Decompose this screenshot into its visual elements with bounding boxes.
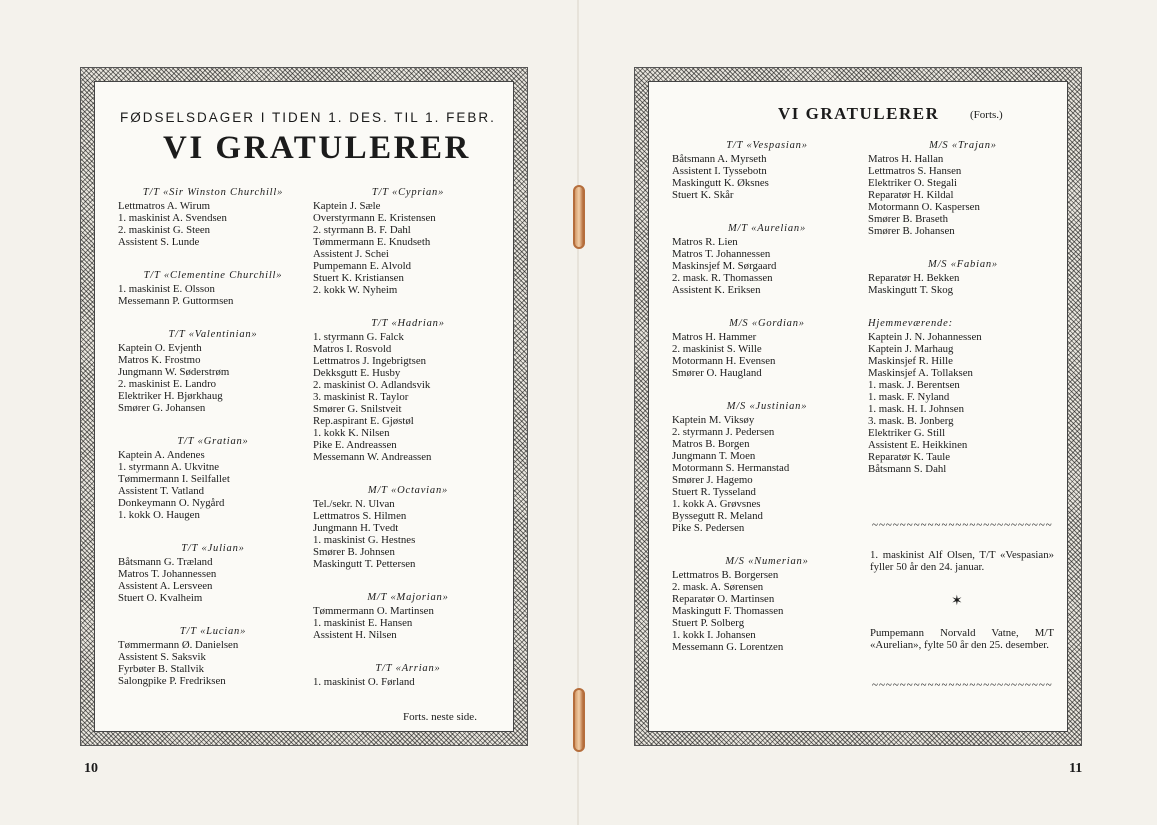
crew-member: Assistent J. Schei (313, 248, 389, 260)
crew-member: 3. mask. B. Jonberg (868, 415, 954, 427)
crew-member: Smører J. Hagemo (672, 474, 753, 486)
crew-member: 1. styrmann A. Ukvitne (118, 461, 220, 473)
anniversary-note-2: Pumpemann Norvald Vatne, M/T «Aurelian», fylte 50 år den 25. desember. (870, 627, 1054, 651)
crew-member: Tømmermann E. Knudseth (313, 236, 431, 248)
crew-member: Smører B. Johnsen (313, 546, 395, 558)
page-number-right: 11 (1069, 761, 1083, 776)
ship-name: M/T «Majorian» (367, 592, 449, 603)
ship-group (313, 592, 503, 641)
ship-group (118, 543, 308, 604)
crew-member: Matros H. Hallan (868, 153, 944, 165)
crew-member: 1. kokk O. Haugen (118, 509, 200, 521)
crew-member: Smører B. Johansen (868, 225, 955, 237)
crew-member: Rep.aspirant E. Gjøstøl (313, 415, 414, 427)
ship-name: M/S «Justinian» (726, 401, 808, 412)
crew-member: 3. maskinist R. Taylor (313, 391, 409, 403)
crew-member: Tel./sekr. N. Ulvan (313, 498, 395, 510)
crew-member: Reparatør O. Martinsen (672, 593, 775, 605)
continued-label: (Forts.) (970, 109, 1003, 121)
ship-group (118, 436, 308, 521)
crew-member: Jungmann W. Søderstrøm (118, 366, 230, 378)
ship-group (672, 556, 862, 653)
crew-member: 1. maskinist G. Hestnes (313, 534, 416, 546)
crew-member: Matros T. Johannessen (672, 248, 771, 260)
crew-member: Matros R. Lien (672, 236, 738, 248)
crew-member: 1. mask. J. Berentsen (868, 379, 960, 391)
crew-member: Motormann O. Kaspersen (868, 201, 980, 213)
crew-member: Maskingutt T. Pettersen (313, 558, 416, 570)
crew-member: Matros T. Johannessen (118, 568, 217, 580)
crew-member: 2. maskinist E. Landro (118, 378, 217, 390)
ship-name: T/T «Gratian» (177, 436, 249, 447)
crew-member: Assistent S. Saksvik (118, 651, 206, 663)
crew-member: Assistent A. Lersveen (118, 580, 213, 592)
ship-name: M/S «Fabian» (928, 259, 998, 270)
page-title: VI GRATULERER (163, 130, 471, 166)
ship-group (672, 223, 862, 296)
ship-group (118, 187, 308, 248)
left-page (0, 0, 578, 825)
left-column-1 (118, 187, 308, 709)
crew-member: Motormann S. Hermanstad (672, 462, 790, 474)
crew-member: 2. styrmann B. F. Dahl (313, 224, 411, 236)
crew-member: Matros K. Frostmo (118, 354, 201, 366)
crew-member: Dekksgutt E. Husby (313, 367, 401, 379)
crew-member: Reparatør H. Bekken (868, 272, 960, 284)
crew-member: Kaptein A. Andenes (118, 449, 205, 461)
crew-member: Maskingutt F. Thomassen (672, 605, 784, 617)
crew-member: Reparatør K. Taule (868, 451, 951, 463)
ship-group (118, 270, 308, 307)
ship-group (313, 663, 503, 688)
ship-group (672, 140, 862, 201)
crew-member: 2. mask. A. Sørensen (672, 581, 764, 593)
crew-member: Smører G. Snilstveit (313, 403, 402, 415)
crew-member: Assistent H. Nilsen (313, 629, 397, 641)
wave-divider-1: ~~~~~~~~~~~~~~~~~~~~~~~~~~ (872, 519, 1053, 531)
ship-name: T/T «Sir Winston Churchill» (142, 187, 284, 198)
ship-name: M/S «Numerian» (725, 556, 809, 567)
crew-member: Elektriker H. Bjørkhaug (118, 390, 223, 402)
ship-group (118, 329, 308, 414)
crew-member: Pike S. Pedersen (672, 522, 745, 534)
ship-name: T/T «Hadrian» (371, 318, 445, 329)
left-column-2 (313, 187, 503, 710)
ship-name: Hjemmeværende: (868, 318, 953, 329)
ship-group (868, 318, 1058, 475)
crew-member: Lettmatros B. Borgersen (672, 569, 779, 581)
crew-member: Kaptein J. Marhaug (868, 343, 954, 355)
crew-member: Maskingutt K. Øksnes (672, 177, 769, 189)
ship-group (672, 318, 862, 379)
crew-member: Jungmann H. Tvedt (313, 522, 399, 534)
birthday-period-heading: FØDSELSDAGER I TIDEN 1. DES. TIL 1. FEBR. (120, 110, 496, 125)
crew-member: Pumpemann E. Alvold (313, 260, 412, 272)
crew-member: 1. kokk I. Johansen (672, 629, 756, 641)
crew-member: 2. mask. R. Thomassen (672, 272, 773, 284)
crew-member: Maskinsjef R. Hille (868, 355, 953, 367)
crew-member: Stuert O. Kvalheim (118, 592, 203, 604)
ship-group (313, 187, 503, 296)
anniversary-note-1: 1. maskinist Alf Olsen, T/T «Vespasian» fyller 50 år den 24. januar. (870, 549, 1054, 573)
page-title-continued: VI GRATULERER (778, 104, 940, 123)
ship-group (118, 626, 308, 687)
crew-member: Kaptein O. Evjenth (118, 342, 202, 354)
crew-member: Smører O. Haugland (672, 367, 762, 379)
crew-member: Salongpike P. Fredriksen (118, 675, 226, 687)
right-page (578, 0, 1157, 825)
crew-member: Stuert K. Kristiansen (313, 272, 404, 284)
crew-member: Fyrbøter B. Stallvik (118, 663, 205, 675)
crew-member: Båtsmann A. Myrseth (672, 153, 767, 165)
ship-name: T/T «Arrian» (375, 663, 441, 674)
crew-member: Maskingutt T. Skog (868, 284, 954, 296)
crew-member: 2. maskinist O. Adlandsvik (313, 379, 431, 391)
crew-member: Smører G. Johansen (118, 402, 206, 414)
ship-name: T/T «Vespasian» (726, 140, 808, 151)
crew-member: 2. styrmann J. Pedersen (672, 426, 775, 438)
crew-member: 1. kokk A. Grøvsnes (672, 498, 761, 510)
crew-member: Assistent E. Heikkinen (868, 439, 968, 451)
crew-member: Motormann H. Evensen (672, 355, 776, 367)
right-column-1 (672, 140, 862, 675)
crew-member: 1. maskinist E. Hansen (313, 617, 413, 629)
crew-member: Byssegutt R. Meland (672, 510, 763, 522)
crew-member: Assistent S. Lunde (118, 236, 200, 248)
ship-name: M/S «Gordian» (729, 318, 805, 329)
crew-member: Stuert R. Tysseland (672, 486, 756, 498)
crew-member: Kaptein M. Viksøy (672, 414, 755, 426)
crew-member: 1. mask. H. I. Johnsen (868, 403, 964, 415)
crew-member: Båtsmann G. Træland (118, 556, 213, 568)
crew-member: 1. kokk K. Nilsen (313, 427, 390, 439)
crew-member: Lettmatros S. Hilmen (313, 510, 407, 522)
ship-name: T/T «Julian» (181, 543, 245, 554)
crew-member: Pike E. Andreassen (313, 439, 397, 451)
ship-name: T/T «Clementine Churchill» (143, 270, 283, 281)
ship-group (313, 318, 503, 463)
ship-name: T/T «Cyprian» (371, 187, 445, 198)
crew-member: 2. maskinist S. Wille (672, 343, 762, 355)
crew-member: Maskinsjef M. Sørgaard (672, 260, 777, 272)
crew-member: 1. maskinist O. Førland (313, 676, 415, 688)
ship-group (313, 485, 503, 570)
crew-member: Messemann G. Lorentzen (672, 641, 784, 653)
right-column-2 (868, 140, 1058, 497)
ship-group (672, 401, 862, 534)
crew-member: 2. kokk W. Nyheim (313, 284, 398, 296)
crew-member: Matros B. Borgen (672, 438, 750, 450)
crew-member: Reparatør H. Kildal (868, 189, 954, 201)
crew-member: 1. maskinist A. Svendsen (118, 212, 227, 224)
crew-member: 2. maskinist G. Steen (118, 224, 211, 236)
crew-member: Assistent T. Vatland (118, 485, 205, 497)
star-ornament: ✶ (951, 594, 963, 609)
page-number-left: 10 (84, 761, 98, 776)
ship-name: T/T «Valentinian» (168, 329, 258, 340)
crew-member: Elektriker G. Still (868, 427, 946, 439)
crew-member: Matros H. Hammer (672, 331, 757, 343)
continued-next-page: Forts. neste side. (403, 711, 477, 723)
crew-member: Elektriker O. Stegali (868, 177, 958, 189)
crew-member: Messemann P. Guttormsen (118, 295, 234, 307)
crew-member: Lettmatros A. Wirum (118, 200, 211, 212)
crew-member: Båtsmann S. Dahl (868, 463, 947, 475)
crew-member: Stuert K. Skår (672, 189, 734, 201)
crew-member: Assistent K. Eriksen (672, 284, 761, 296)
crew-member: Donkeymann O. Nygård (118, 497, 225, 509)
ship-name: M/S «Trajan» (929, 140, 997, 151)
crew-member: Tømmermann Ø. Danielsen (118, 639, 239, 651)
crew-member: Overstyrmann E. Kristensen (313, 212, 436, 224)
ship-group (868, 140, 1058, 237)
crew-member: Messemann W. Andreassen (313, 451, 432, 463)
crew-member: Tømmermann I. Seilfallet (118, 473, 230, 485)
crew-member: Kaptein J. N. Johannessen (868, 331, 982, 343)
crew-member: Matros I. Rosvold (313, 343, 392, 355)
crew-member: Kaptein J. Sæle (313, 200, 381, 212)
crew-member: Lettmatros J. Ingebrigtsen (313, 355, 427, 367)
crew-member: 1. styrmann G. Falck (313, 331, 404, 343)
crew-member: Maskinsjef A. Tollaksen (868, 367, 973, 379)
crew-member: Smører B. Braseth (868, 213, 949, 225)
ship-name: T/T «Lucian» (179, 626, 247, 637)
ship-name: M/T «Aurelian» (728, 223, 806, 234)
crew-member: Assistent I. Tyssebotn (672, 165, 767, 177)
ship-group (868, 259, 1058, 296)
crew-member: Lettmatros S. Hansen (868, 165, 962, 177)
crew-member: 1. maskinist E. Olsson (118, 283, 215, 295)
crew-member: Jungmann T. Moen (672, 450, 756, 462)
crew-member: 1. mask. F. Nyland (868, 391, 950, 403)
crew-member: Tømmermann O. Martinsen (313, 605, 434, 617)
ship-name: M/T «Octavian» (367, 485, 449, 496)
wave-divider-2: ~~~~~~~~~~~~~~~~~~~~~~~~~~ (872, 679, 1053, 691)
crew-member: Stuert P. Solberg (672, 617, 745, 629)
